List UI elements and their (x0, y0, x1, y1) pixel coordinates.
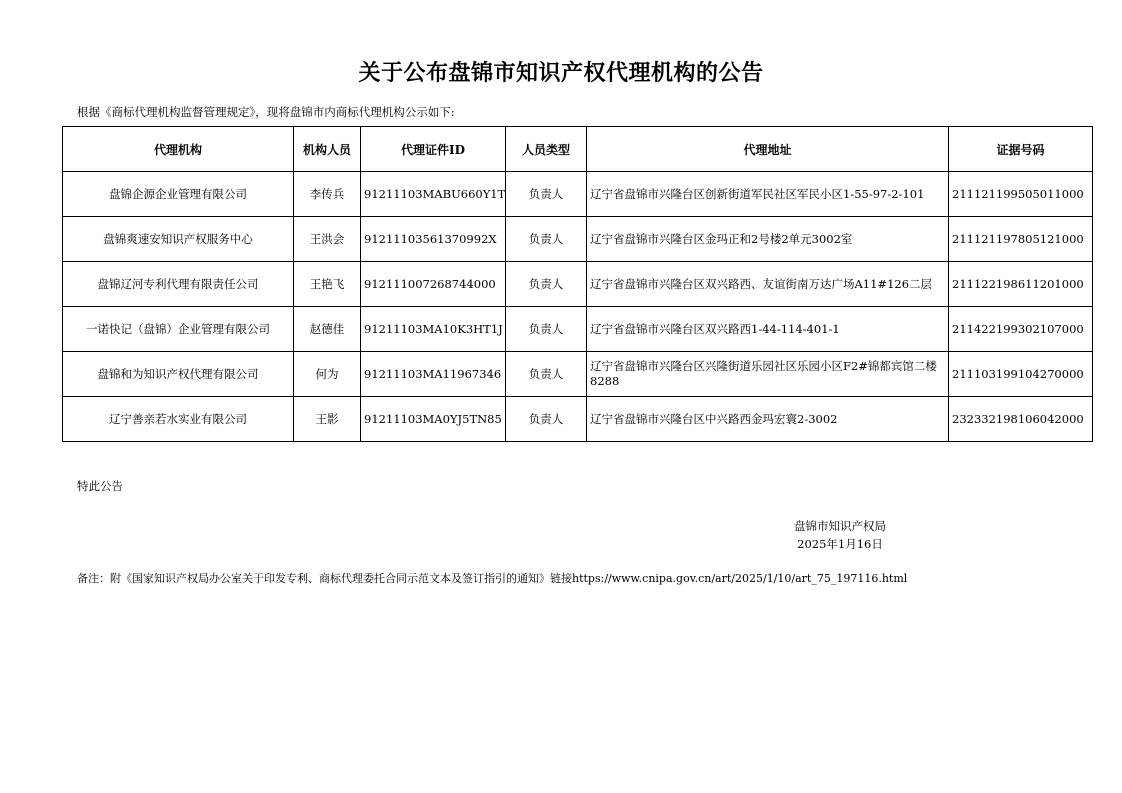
cell-agency: 盘锦企源企业管理有限公司 (63, 172, 294, 217)
cell-agency: 盘锦爽速安知识产权服务中心 (63, 217, 294, 262)
header-license-id: 代理证件ID (361, 127, 506, 172)
cell-license-id: 91211103561370992X (361, 217, 506, 262)
cell-license-id: 91211103MA0YJ5TN85 (361, 397, 506, 442)
cell-staff: 王艳飞 (294, 262, 361, 307)
header-staff-type: 人员类型 (506, 127, 587, 172)
cell-staff: 王洪会 (294, 217, 361, 262)
cell-license-id: 91211103MA10K3HT1J (361, 307, 506, 352)
cell-address: 辽宁省盘锦市兴隆台区创新街道军民社区军民小区1-55-97-2-101 (587, 172, 949, 217)
cell-id-number: 211121199505011000 (949, 172, 1093, 217)
intro-text: 根据《商标代理机构监督管理规定》，现将盘锦市内商标代理机构公示如下: (77, 105, 455, 119)
header-agency: 代理机构 (63, 127, 294, 172)
cell-agency: 一诺快记（盘锦）企业管理有限公司 (63, 307, 294, 352)
agency-table (62, 126, 1093, 442)
cell-staff-type: 负责人 (506, 217, 587, 262)
table-row (63, 172, 1093, 217)
cell-staff: 王影 (294, 397, 361, 442)
cell-agency: 盘锦和为知识产权代理有限公司 (63, 352, 294, 397)
cell-staff-type: 负责人 (506, 262, 587, 307)
issue-date: 2025年1月16日 (797, 537, 883, 551)
cell-address: 辽宁省盘锦市兴隆台区双兴路西1-44-114-401-1 (587, 307, 949, 352)
cell-id-number: 211122198611201000 (949, 262, 1093, 307)
cell-id-number: 211422199302107000 (949, 307, 1093, 352)
cell-id-number: 211103199104270000 (949, 352, 1093, 397)
cell-address: 辽宁省盘锦市兴隆台区兴隆街道乐园社区乐园小区F2#锦都宾馆二楼8288 (587, 352, 949, 397)
closing-text: 特此公告 (77, 479, 123, 493)
cell-address: 辽宁省盘锦市兴隆台区中兴路西金玛宏寰2-3002 (587, 397, 949, 442)
cell-staff: 何为 (294, 352, 361, 397)
cell-license-id: 91211103MA11967346 (361, 352, 506, 397)
cell-staff: 李传兵 (294, 172, 361, 217)
page-title: 关于公布盘锦市知识产权代理机构的公告 (358, 60, 764, 86)
table-row (63, 217, 1093, 262)
cell-agency: 辽宁善亲若水实业有限公司 (63, 397, 294, 442)
cell-staff-type: 负责人 (506, 352, 587, 397)
cell-id-number: 211121197805121000 (949, 217, 1093, 262)
cell-staff-type: 负责人 (506, 307, 587, 352)
cell-staff: 赵德佳 (294, 307, 361, 352)
cell-agency: 盘锦辽河专利代理有限责任公司 (63, 262, 294, 307)
table-row (63, 397, 1093, 442)
header-staff: 机构人员 (294, 127, 361, 172)
cell-id-number: 232332198106042000 (949, 397, 1093, 442)
header-address: 代理地址 (587, 127, 949, 172)
table-row (63, 307, 1093, 352)
cell-staff-type: 负责人 (506, 397, 587, 442)
cell-address: 辽宁省盘锦市兴隆台区金玛正和2号楼2单元3002室 (587, 217, 949, 262)
cell-license-id: 91211103MABU660Y1T (361, 172, 506, 217)
table-row (63, 352, 1093, 397)
remark-text: 备注：附《国家知识产权局办公室关于印发专利、商标代理委托合同示范文本及签订指引的通知》链接https://www.cnipa.gov.cn/art/2025/1/10/art_75_197116.html (77, 572, 908, 585)
header-id-number: 证据号码 (949, 127, 1093, 172)
cell-staff-type: 负责人 (506, 172, 587, 217)
cell-address: 辽宁省盘锦市兴隆台区双兴路西、友谊街南万达广场A11#126二层 (587, 262, 949, 307)
table-row (63, 262, 1093, 307)
issuer-name: 盘锦市知识产权局 (794, 519, 886, 533)
cell-license-id: 912111007268744000 (361, 262, 506, 307)
table-header-row (63, 127, 1093, 172)
